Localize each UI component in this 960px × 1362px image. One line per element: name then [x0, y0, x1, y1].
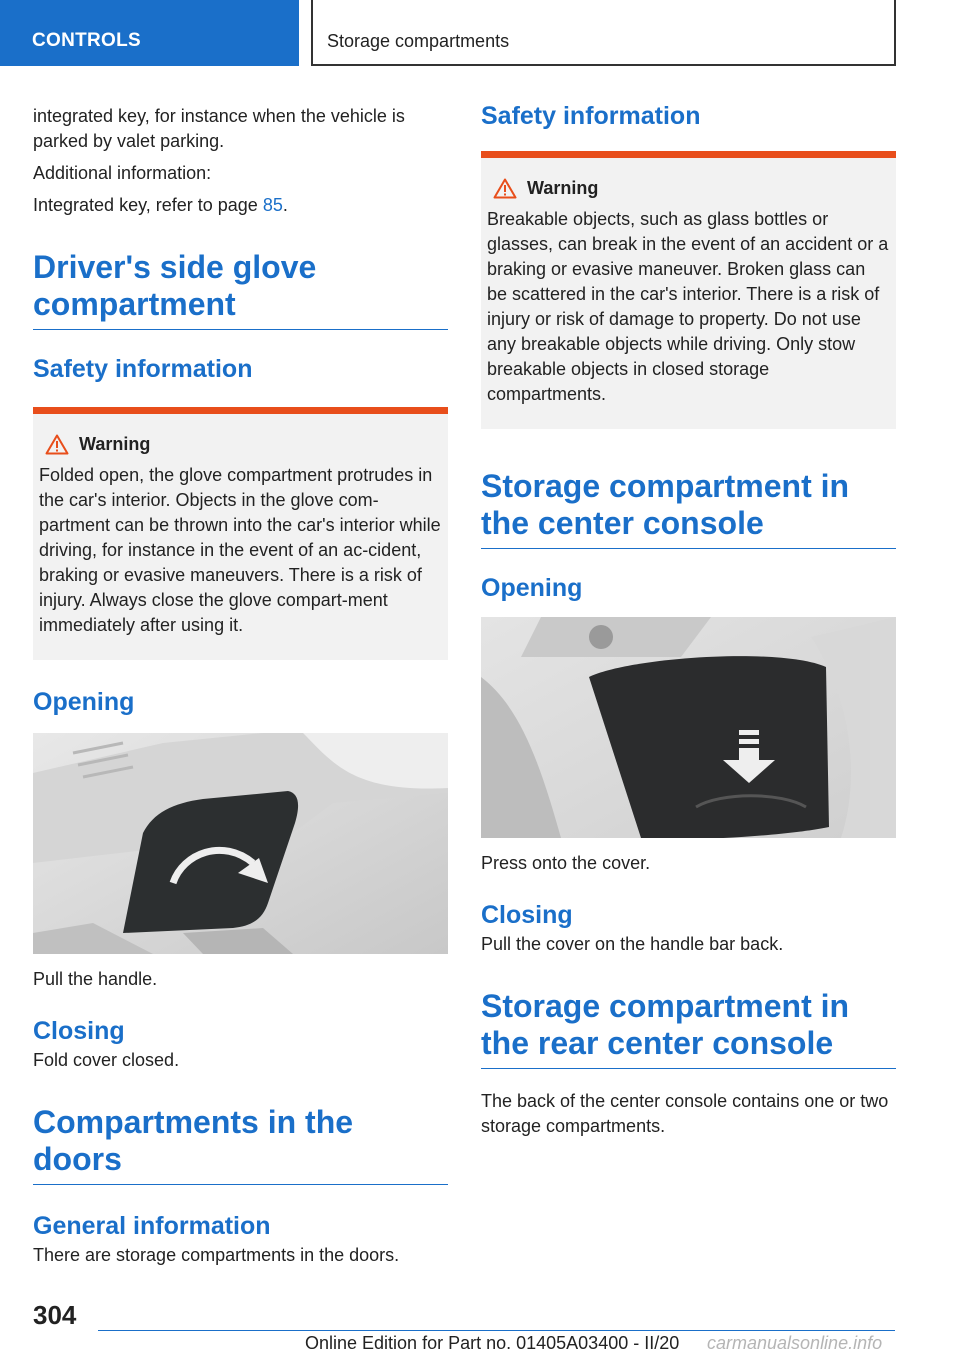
cross-reference-suffix: . — [282, 195, 288, 215]
warning-triangle-icon — [45, 434, 69, 455]
intro-text: integrated key, for instance when the vehicle is parked by valet parking. — [33, 106, 405, 151]
warning-label: Warning — [79, 434, 151, 454]
warning-box-right — [481, 151, 896, 429]
closing-text: Fold cover closed. — [33, 1050, 180, 1070]
heading-opening: Opening — [33, 688, 135, 716]
closing-text-right: Pull the cover on the handle bar back. — [481, 934, 784, 954]
rear-text: The back of the center console contains one or two storage compartments. — [481, 1091, 889, 1136]
warning-text: Folded open, the glove compartment protrudes in the car's interior. Objects in the glove com-partment can be thrown into the car's interior while driving, for instance in the event of an ac-cident, braking or evasive maneuvers. There is a risk of injury. Always close the glove compart-ment immediately after using it. — [39, 465, 441, 635]
additional-info-label: Additional information: — [33, 163, 212, 183]
cross-reference-prefix: Integrated key, refer to page — [33, 195, 263, 215]
warning-triangle-icon — [493, 178, 517, 199]
watermark: carmanualsonline.info — [707, 1333, 883, 1353]
footer-divider — [98, 1330, 895, 1331]
heading-glove-compartment: Driver's side glove compartment — [33, 249, 448, 330]
glove-compartment-illustration — [33, 733, 448, 954]
center-console-illustration — [481, 617, 896, 838]
page-number: 304 — [33, 1300, 77, 1330]
left-column — [33, 100, 448, 1268]
right-column — [481, 100, 896, 1139]
heading-safety-information: Safety information — [33, 355, 253, 383]
warning-text-right: Breakable objects, such as glass bottles or glasses, can break in the event of an accident or a braking or evasive maneuver. Broken glass can be scattered in the car's interior. There is a risk of injury or risk of damage to property. Do not use any breakable objects while driving. Only stow breakable objects in closed storage compartments. — [487, 209, 889, 404]
heading-general-information: General information — [33, 1212, 271, 1240]
heading-closing: Closing — [33, 1017, 125, 1045]
heading-closing-right: Closing — [481, 901, 573, 929]
edition-text: Online Edition for Part no. 01405A03400 - II/20 — [305, 1333, 680, 1353]
section-label: CONTROLS — [32, 30, 142, 51]
heading-rear-center-console: Storage compartment in the rear center console — [481, 988, 896, 1069]
warning-header — [45, 434, 442, 455]
page-title: Storage compartments — [327, 31, 510, 51]
header-bar — [311, 0, 896, 66]
general-text: There are storage compartments in the doors. — [33, 1245, 400, 1265]
page-link[interactable]: 85 — [262, 195, 283, 215]
heading-door-compartments: Compartments in the doors — [33, 1104, 448, 1185]
cross-reference — [33, 193, 448, 218]
warning-header-right — [493, 178, 890, 199]
heading-safety-information-right: Safety information — [481, 102, 701, 130]
heading-opening-right: Opening — [481, 574, 583, 602]
warning-box — [33, 407, 448, 660]
heading-center-console: Storage compartment in the center console — [481, 468, 896, 549]
opening-caption-right: Press onto the cover. — [481, 853, 651, 873]
warning-label-right: Warning — [527, 178, 599, 198]
opening-caption: Pull the handle. — [33, 969, 158, 989]
section-tab — [0, 0, 299, 66]
